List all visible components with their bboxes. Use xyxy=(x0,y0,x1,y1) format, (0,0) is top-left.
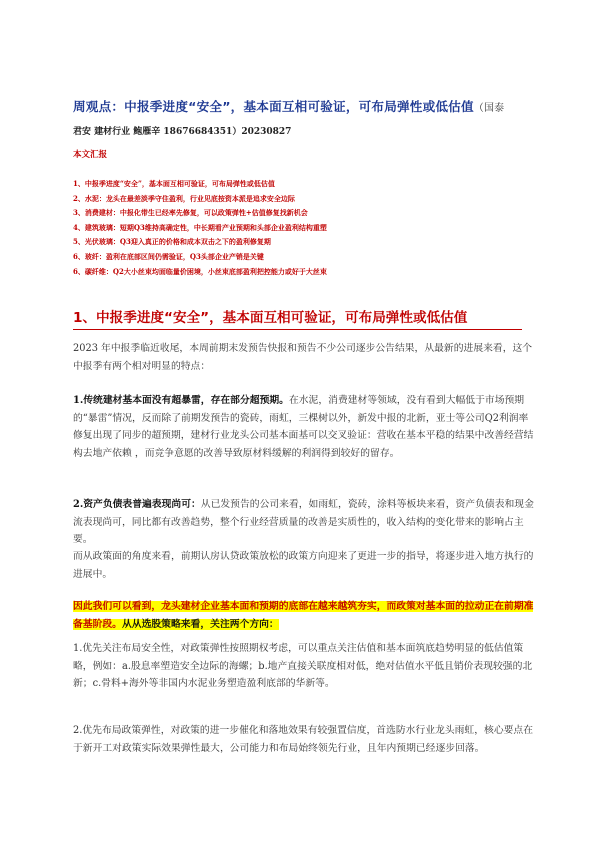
toc-item: 2、水泥：龙头在最差淡季守住盈利，行业见底按资本派是追求安全边际 xyxy=(73,193,295,203)
table-of-contents xyxy=(73,177,553,279)
meta-author: 鲍雁辛 18676684351 xyxy=(133,127,233,137)
highlight-paragraph xyxy=(73,598,535,633)
point-2-lead: 2.资产负债表普遍表现尚可： xyxy=(73,499,201,510)
point-1-paragraph xyxy=(73,392,535,462)
intro-paragraph: 2023 年中报季临近收尾，本周前期末发预告快报和预告不少公司逐步公告结果，从最新的进展来看，这个中报季有两个相对明显的特点： xyxy=(73,343,533,372)
highlight-strategy: 从从选股策略来看，关注两个方向： xyxy=(121,618,279,630)
toc-item: 1、中报季进度“安全”，基本面互相可验证，可布局弹性或低估值 xyxy=(73,179,275,188)
policy-paragraph: 而从政策面的角度来看，前期认房认贷政策放松的政策方向迎来了更进一步的指导，将逐步进入地方执行的进展中。 xyxy=(73,551,534,580)
point-2-paragraph xyxy=(73,496,535,549)
toc-item: 5、光伏玻璃：Q3迎入真正的价格和成本双击之下的盈利修复期 xyxy=(73,237,271,247)
direction-2-paragraph: 2.优先布局政策弹性，对政策的进一步催化和落地效果有较强置信度，首选防水行业龙头雨虹，核心要点在于新开工对政策实际效果弹性最大，公司能力和布局始终领先行业，且年内预期已经逐步回落。 xyxy=(73,725,534,754)
highlight-conclusion: 因此我们可以看到，龙头建材企业基本面和预期的底部在越来越筑夯实，而政策对基本面的拉动正在前期准备基阶段。 xyxy=(73,601,534,630)
point-1-lead: 1.传统建材基本面没有超暴雷，存在部分超预期。 xyxy=(73,395,289,406)
toc-item: 3、消费建材：中报化带生已经率先修复，可以政策弹性+估值修复找新机会 xyxy=(73,208,308,218)
document-title xyxy=(73,96,593,115)
summary-heading: 本文汇报 xyxy=(73,150,108,160)
section-heading: 1、中报季进度“安全”，基本面互相可验证，可布局弹性或低估值 xyxy=(73,310,468,326)
document-meta xyxy=(73,124,291,137)
section-divider xyxy=(73,329,522,330)
toc-item: 6、碳纤维：Q2大小丝束均面临量价困境，小丝束底部盈利把控能力或好于大丝束 xyxy=(73,266,327,276)
point-2-text: 从已发预告的公司来看，如雨虹，瓷砖，涂料等板块来看，资产负债表和现金流表现尚可，同比都有改善趋势，整个行业经营质量的改善是实质性的，收入结构的变化带来的影响占主要。 xyxy=(73,499,534,546)
toc-item: 4、建筑玻璃：短期Q3维持高确定性，中长期看产业预期和头部企业盈利结构重塑 xyxy=(73,222,327,232)
toc-item: 6、玻纤：盈利在底部区间仍需验证，Q3头部企业产销是关键 xyxy=(73,251,264,261)
title-source: （国泰 xyxy=(473,103,505,114)
meta-date: ）20230827 xyxy=(232,127,292,137)
meta-prefix: 君安 建材行业 xyxy=(73,127,134,137)
point-1-text: 在水泥，消费建材等领域，没有看到大幅低于市场预期的“暴雷”情况，反而除了前期发预告的瓷砖，雨虹，三棵树以外，新发中报的北新，亚士等公司Q2利润率修复出现了同步的超预期，建材行业龙头公司基本面基可以交叉验证：营收在基本平稳的结果中改善经营结构去地产依赖 ，而竞争意愿的改善导致原材料缓解的利润得到较好的留存。 xyxy=(73,395,534,459)
direction-1-paragraph: 1.优先关注布局安全性，对政策弹性按照期权考虑，可以重点关注估值和基本面筑底趋势明显的低估值策略，例如：a.股息率塑造安全边际的海螺；b.地产直接关联度相对低，绝对估值水平低且销价表现较强的北新；c.骨料+海外等非国内水泥业务塑造盈利底部的华新等。 xyxy=(73,643,533,690)
title-text: 周观点：中报季进度“安全”，基本面互相可验证，可布局弹性或低估值 xyxy=(73,99,474,114)
